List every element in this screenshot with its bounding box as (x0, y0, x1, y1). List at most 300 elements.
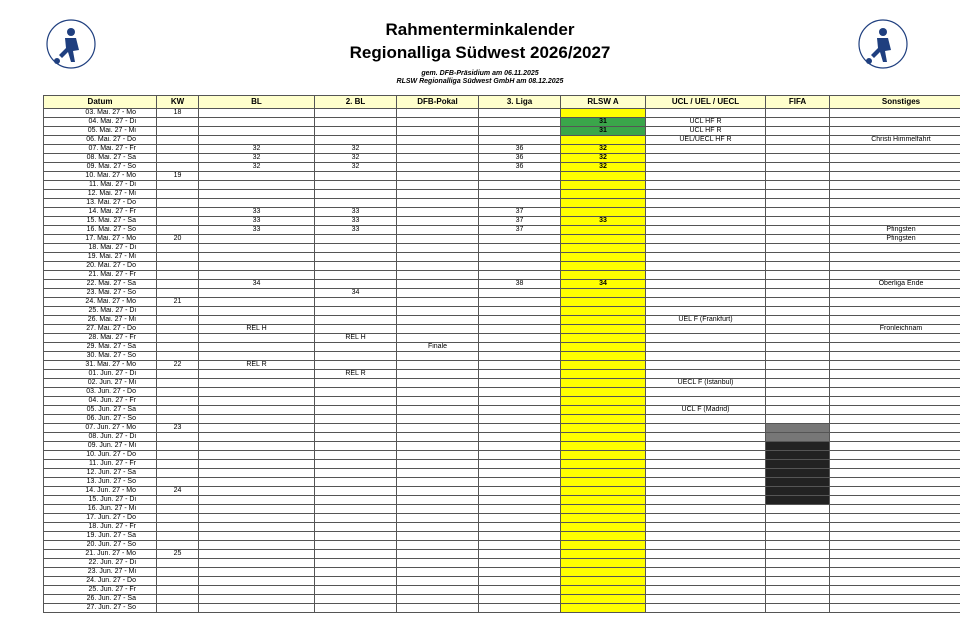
cell-date: 15. Mai. 27 - Sa (44, 217, 157, 226)
cell-date: 13. Jun. 27 - So (44, 478, 157, 487)
cell-pokal (397, 388, 479, 397)
column-header: 2. BL (315, 96, 397, 109)
cell-bl2: 33 (315, 217, 397, 226)
cell-int (646, 334, 766, 343)
cell-misc (830, 163, 960, 172)
cell-bl2 (315, 568, 397, 577)
cell-fifa (766, 325, 830, 334)
cell-kw (157, 568, 199, 577)
cell-liga3 (479, 298, 561, 307)
cell-liga3 (479, 496, 561, 505)
cell-int (646, 244, 766, 253)
cell-kw (157, 163, 199, 172)
cell-fifa (766, 478, 830, 487)
cell-pokal (397, 289, 479, 298)
cell-liga3 (479, 262, 561, 271)
cell-bl2: 32 (315, 154, 397, 163)
cell-rlsw (561, 388, 646, 397)
cell-int (646, 217, 766, 226)
cell-rlsw (561, 325, 646, 334)
cell-liga3 (479, 514, 561, 523)
cell-bl: REL R (199, 361, 315, 370)
cell-pokal (397, 577, 479, 586)
cell-bl2 (315, 451, 397, 460)
cell-bl2 (315, 298, 397, 307)
cell-bl (199, 379, 315, 388)
cell-bl2 (315, 136, 397, 145)
cell-rlsw (561, 298, 646, 307)
cell-int (646, 568, 766, 577)
cell-misc (830, 253, 960, 262)
cell-bl (199, 199, 315, 208)
cell-rlsw (561, 334, 646, 343)
cell-bl2 (315, 280, 397, 289)
cell-liga3 (479, 523, 561, 532)
cell-bl (199, 415, 315, 424)
table-row (44, 154, 960, 163)
cell-bl (199, 253, 315, 262)
cell-date: 25. Mai. 27 - Di (44, 307, 157, 316)
cell-misc (830, 217, 960, 226)
cell-pokal (397, 451, 479, 460)
cell-kw (157, 523, 199, 532)
cell-bl2 (315, 478, 397, 487)
cell-liga3 (479, 379, 561, 388)
cell-fifa (766, 118, 830, 127)
cell-pokal (397, 523, 479, 532)
table-row (44, 226, 960, 235)
cell-fifa (766, 415, 830, 424)
table-body (44, 109, 960, 613)
cell-fifa (766, 289, 830, 298)
cell-bl: REL H (199, 325, 315, 334)
cell-fifa (766, 406, 830, 415)
cell-int: UEL F (Frankfurt) (646, 316, 766, 325)
cell-misc (830, 361, 960, 370)
cell-bl (199, 532, 315, 541)
cell-int (646, 199, 766, 208)
cell-fifa (766, 217, 830, 226)
cell-misc (830, 541, 960, 550)
cell-rlsw: 32 (561, 154, 646, 163)
cell-kw: 19 (157, 172, 199, 181)
cell-liga3 (479, 334, 561, 343)
column-header: RLSW A (561, 96, 646, 109)
cell-liga3 (479, 307, 561, 316)
cell-bl2 (315, 271, 397, 280)
cell-date: 07. Jun. 27 - Mo (44, 424, 157, 433)
cell-bl2 (315, 244, 397, 253)
table-row (44, 316, 960, 325)
cell-kw (157, 406, 199, 415)
cell-rlsw: 31 (561, 127, 646, 136)
cell-fifa (766, 370, 830, 379)
cell-kw (157, 136, 199, 145)
cell-pokal (397, 334, 479, 343)
cell-kw (157, 505, 199, 514)
cell-bl2 (315, 406, 397, 415)
cell-int (646, 505, 766, 514)
cell-liga3 (479, 424, 561, 433)
cell-bl2 (315, 316, 397, 325)
cell-bl2: 33 (315, 208, 397, 217)
cell-misc (830, 298, 960, 307)
cell-bl2 (315, 118, 397, 127)
cell-int (646, 145, 766, 154)
cell-pokal (397, 172, 479, 181)
cell-date: 16. Jun. 27 - Mi (44, 505, 157, 514)
cell-int (646, 559, 766, 568)
cell-bl: 34 (199, 280, 315, 289)
cell-misc (830, 172, 960, 181)
cell-bl (199, 388, 315, 397)
cell-kw (157, 244, 199, 253)
cell-misc (830, 244, 960, 253)
table-header-row (44, 96, 960, 109)
cell-pokal (397, 424, 479, 433)
table-row (44, 343, 960, 352)
cell-bl (199, 172, 315, 181)
cell-date: 12. Mai. 27 - Mi (44, 190, 157, 199)
cell-fifa (766, 163, 830, 172)
cell-fifa (766, 460, 830, 469)
cell-bl2 (315, 541, 397, 550)
table-row (44, 172, 960, 181)
cell-rlsw (561, 478, 646, 487)
cell-bl (199, 370, 315, 379)
cell-liga3 (479, 604, 561, 613)
cell-date: 02. Jun. 27 - Mi (44, 379, 157, 388)
cell-fifa (766, 397, 830, 406)
cell-bl2 (315, 199, 397, 208)
cell-fifa (766, 469, 830, 478)
cell-bl2: 34 (315, 289, 397, 298)
cell-liga3 (479, 442, 561, 451)
cell-liga3 (479, 550, 561, 559)
table-row (44, 307, 960, 316)
cell-rlsw (561, 532, 646, 541)
table-row (44, 586, 960, 595)
cell-date: 05. Jun. 27 - Sa (44, 406, 157, 415)
table-row (44, 505, 960, 514)
cell-date: 06. Jun. 27 - So (44, 415, 157, 424)
table-row (44, 514, 960, 523)
cell-kw (157, 118, 199, 127)
cell-fifa (766, 433, 830, 442)
cell-liga3 (479, 109, 561, 118)
cell-bl (199, 442, 315, 451)
cell-int (646, 154, 766, 163)
cell-kw: 25 (157, 550, 199, 559)
cell-rlsw: 33 (561, 217, 646, 226)
cell-bl2 (315, 415, 397, 424)
cell-int (646, 433, 766, 442)
column-header: KW (157, 96, 199, 109)
cell-rlsw (561, 604, 646, 613)
cell-misc (830, 424, 960, 433)
cell-bl (199, 487, 315, 496)
cell-rlsw (561, 199, 646, 208)
table-row (44, 361, 960, 370)
cell-bl2 (315, 505, 397, 514)
cell-pokal (397, 415, 479, 424)
cell-bl (199, 577, 315, 586)
cell-bl (199, 298, 315, 307)
cell-bl (199, 136, 315, 145)
cell-date: 30. Mai. 27 - So (44, 352, 157, 361)
cell-misc (830, 460, 960, 469)
cell-pokal (397, 505, 479, 514)
cell-rlsw (561, 577, 646, 586)
cell-rlsw (561, 415, 646, 424)
cell-bl2 (315, 262, 397, 271)
cell-rlsw (561, 541, 646, 550)
cell-date: 27. Jun. 27 - So (44, 604, 157, 613)
cell-date: 18. Mai. 27 - Di (44, 244, 157, 253)
cell-liga3 (479, 487, 561, 496)
cell-fifa (766, 361, 830, 370)
cell-pokal (397, 154, 479, 163)
cell-pokal (397, 190, 479, 199)
cell-kw (157, 190, 199, 199)
cell-kw (157, 289, 199, 298)
cell-kw (157, 316, 199, 325)
cell-bl2 (315, 127, 397, 136)
cell-rlsw (561, 208, 646, 217)
cell-bl (199, 505, 315, 514)
cell-bl: 32 (199, 154, 315, 163)
cell-bl2 (315, 433, 397, 442)
table-row (44, 190, 960, 199)
cell-rlsw (561, 469, 646, 478)
cell-pokal (397, 604, 479, 613)
cell-pokal (397, 271, 479, 280)
cell-date: 22. Jun. 27 - Di (44, 559, 157, 568)
cell-int (646, 604, 766, 613)
table-row (44, 577, 960, 586)
cell-rlsw (561, 424, 646, 433)
cell-misc (830, 388, 960, 397)
cell-misc (830, 181, 960, 190)
cell-fifa (766, 343, 830, 352)
cell-liga3: 37 (479, 217, 561, 226)
cell-bl: 33 (199, 226, 315, 235)
cell-int (646, 208, 766, 217)
cell-bl2 (315, 559, 397, 568)
cell-liga3 (479, 532, 561, 541)
cell-kw (157, 199, 199, 208)
cell-misc (830, 523, 960, 532)
cell-misc (830, 307, 960, 316)
cell-bl (199, 550, 315, 559)
cell-rlsw (561, 379, 646, 388)
cell-liga3 (479, 397, 561, 406)
cell-bl2: 32 (315, 163, 397, 172)
cell-rlsw (561, 442, 646, 451)
cell-kw (157, 181, 199, 190)
cell-liga3 (479, 469, 561, 478)
cell-liga3 (479, 451, 561, 460)
cell-rlsw (561, 406, 646, 415)
cell-misc (830, 289, 960, 298)
cell-kw: 21 (157, 298, 199, 307)
table-row (44, 127, 960, 136)
cell-liga3 (479, 541, 561, 550)
table-row (44, 352, 960, 361)
cell-kw (157, 280, 199, 289)
cell-liga3 (479, 235, 561, 244)
cell-date: 31. Mai. 27 - Mo (44, 361, 157, 370)
cell-pokal (397, 397, 479, 406)
table-row (44, 550, 960, 559)
cell-int (646, 541, 766, 550)
cell-fifa (766, 532, 830, 541)
cell-bl (199, 469, 315, 478)
cell-fifa (766, 559, 830, 568)
page-subtitle: Regionalliga Südwest 2026/2027 (349, 43, 611, 62)
column-header: 3. Liga (479, 96, 561, 109)
cell-fifa (766, 316, 830, 325)
cell-pokal (397, 595, 479, 604)
cell-fifa (766, 226, 830, 235)
cell-bl (199, 343, 315, 352)
table-row (44, 532, 960, 541)
cell-date: 07. Mai. 27 - Fr (44, 145, 157, 154)
cell-pokal (397, 208, 479, 217)
cell-pokal (397, 379, 479, 388)
cell-int (646, 262, 766, 271)
cell-date: 01. Jun. 27 - Di (44, 370, 157, 379)
cell-date: 09. Jun. 27 - Mi (44, 442, 157, 451)
cell-misc (830, 451, 960, 460)
cell-liga3 (479, 406, 561, 415)
schedule-table (43, 95, 960, 613)
cell-bl2: 33 (315, 226, 397, 235)
cell-misc (830, 496, 960, 505)
cell-rlsw (561, 550, 646, 559)
cell-date: 11. Mai. 27 - Di (44, 181, 157, 190)
cell-int (646, 370, 766, 379)
cell-date: 08. Jun. 27 - Di (44, 433, 157, 442)
cell-bl2 (315, 550, 397, 559)
cell-bl2 (315, 397, 397, 406)
cell-kw (157, 604, 199, 613)
cell-int (646, 298, 766, 307)
cell-bl2: REL H (315, 334, 397, 343)
cell-kw (157, 514, 199, 523)
cell-kw: 18 (157, 109, 199, 118)
table-row (44, 433, 960, 442)
cell-fifa (766, 298, 830, 307)
cell-date: 24. Jun. 27 - Do (44, 577, 157, 586)
cell-int (646, 343, 766, 352)
cell-int (646, 109, 766, 118)
cell-rlsw (561, 586, 646, 595)
cell-fifa (766, 307, 830, 316)
cell-bl2 (315, 514, 397, 523)
cell-liga3 (479, 370, 561, 379)
table-row (44, 406, 960, 415)
cell-bl2 (315, 523, 397, 532)
table-row (44, 217, 960, 226)
cell-date: 23. Jun. 27 - Mi (44, 568, 157, 577)
cell-liga3 (479, 316, 561, 325)
cell-rlsw (561, 361, 646, 370)
cell-liga3 (479, 244, 561, 253)
cell-date: 21. Jun. 27 - Mo (44, 550, 157, 559)
cell-kw (157, 271, 199, 280)
cell-fifa (766, 442, 830, 451)
table-row (44, 244, 960, 253)
cell-date: 24. Mai. 27 - Mo (44, 298, 157, 307)
cell-date: 26. Jun. 27 - Sa (44, 595, 157, 604)
cell-date: 10. Mai. 27 - Mo (44, 172, 157, 181)
cell-bl (199, 424, 315, 433)
cell-bl (199, 478, 315, 487)
table-row (44, 163, 960, 172)
cell-bl (199, 568, 315, 577)
cell-bl (199, 307, 315, 316)
cell-date: 18. Jun. 27 - Fr (44, 523, 157, 532)
cell-fifa (766, 172, 830, 181)
cell-fifa (766, 208, 830, 217)
cell-kw (157, 262, 199, 271)
cell-kw (157, 226, 199, 235)
cell-misc (830, 334, 960, 343)
cell-rlsw (561, 451, 646, 460)
cell-kw (157, 595, 199, 604)
cell-int: UECL F (Istanbul) (646, 379, 766, 388)
column-header: BL (199, 96, 315, 109)
cell-bl2 (315, 343, 397, 352)
cell-kw (157, 307, 199, 316)
cell-fifa (766, 253, 830, 262)
cell-pokal (397, 406, 479, 415)
cell-kw (157, 442, 199, 451)
cell-misc: Oberliga Ende (830, 280, 960, 289)
cell-pokal: Finale (397, 343, 479, 352)
column-header: Sonstiges (830, 96, 960, 109)
cell-misc (830, 316, 960, 325)
table-row (44, 397, 960, 406)
cell-pokal (397, 370, 479, 379)
cell-int (646, 235, 766, 244)
cell-kw: 23 (157, 424, 199, 433)
cell-kw: 22 (157, 361, 199, 370)
cell-pokal (397, 559, 479, 568)
cell-pokal (397, 325, 479, 334)
cell-pokal (397, 532, 479, 541)
cell-date: 14. Jun. 27 - Mo (44, 487, 157, 496)
cell-liga3 (479, 343, 561, 352)
cell-rlsw (561, 181, 646, 190)
cell-date: 03. Mai. 27 - Mo (44, 109, 157, 118)
table-row (44, 469, 960, 478)
column-header: DFB-Pokal (397, 96, 479, 109)
table-row (44, 235, 960, 244)
cell-pokal (397, 352, 479, 361)
cell-int (646, 289, 766, 298)
cell-bl: 32 (199, 145, 315, 154)
cell-pokal (397, 253, 479, 262)
cell-pokal (397, 136, 479, 145)
cell-kw (157, 577, 199, 586)
cell-bl2 (315, 388, 397, 397)
cell-bl (199, 289, 315, 298)
cell-misc (830, 487, 960, 496)
table-row (44, 298, 960, 307)
column-header: FIFA (766, 96, 830, 109)
